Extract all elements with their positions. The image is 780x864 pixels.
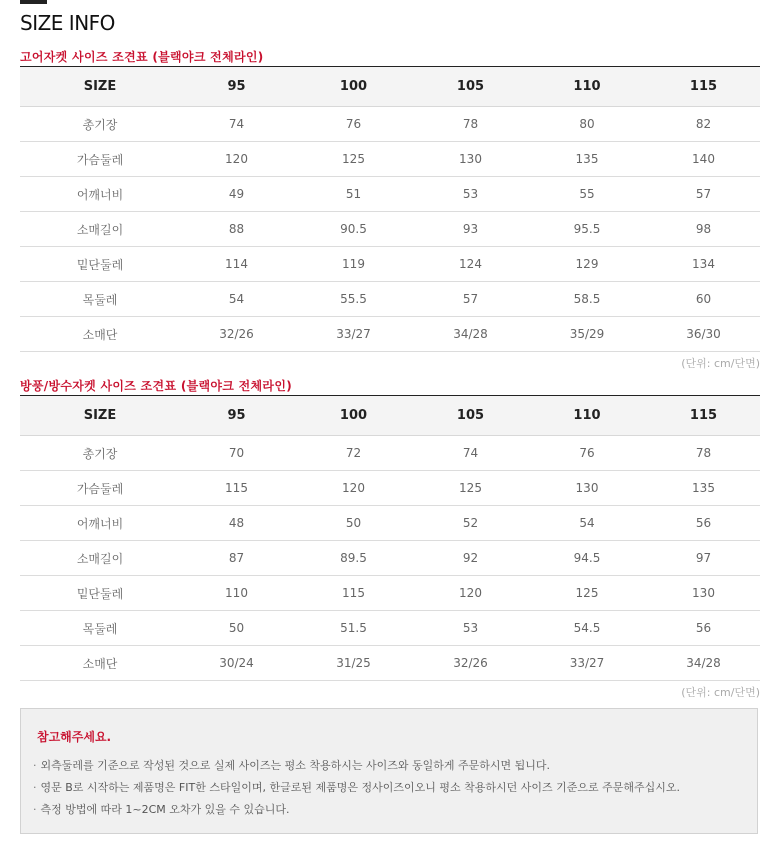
table-cell: 53: [414, 611, 527, 646]
table-cell: 134: [647, 247, 760, 282]
notes-box: [20, 708, 758, 834]
table-cell: 30/24: [180, 646, 293, 681]
row-label: 가슴둘레: [20, 471, 180, 506]
table-cell: 72: [293, 436, 414, 471]
table-cell: 124: [414, 247, 527, 282]
note-text: 외측둘레를 기준으로 작성된 것으로 실제 사이즈는 평소 착용하시는 사이즈와 동일하게 주문하시면 됩니다.: [40, 759, 550, 772]
table-cell: 76: [293, 107, 414, 142]
table-cell: 50: [180, 611, 293, 646]
row-label: 소매길이: [20, 212, 180, 247]
column-header: 95: [180, 396, 293, 436]
column-header: 105: [414, 396, 527, 436]
table-cell: 135: [647, 471, 760, 506]
table-cell: 55: [527, 177, 647, 212]
table-cell: 33/27: [527, 646, 647, 681]
table-cell: 34/28: [647, 646, 760, 681]
table-cell: 88: [180, 212, 293, 247]
table-row: [20, 541, 760, 576]
table-row: [20, 611, 760, 646]
table-cell: 98: [647, 212, 760, 247]
table-cell: 48: [180, 506, 293, 541]
table-row: [20, 247, 760, 282]
table-cell: 129: [527, 247, 647, 282]
table-cell: 94.5: [527, 541, 647, 576]
row-label: 총기장: [20, 107, 180, 142]
table-cell: 50: [293, 506, 414, 541]
table-row: [20, 317, 760, 352]
table2-title: 방풍/방수자켓 사이즈 조견표 (블랙야크 전체라인): [20, 379, 293, 393]
table-cell: 57: [647, 177, 760, 212]
notes-title: 참고해주세요.: [37, 730, 112, 744]
table1-title: 고어자켓 사이즈 조견표 (블랙야크 전체라인): [20, 50, 264, 64]
list-item: [33, 803, 680, 825]
table-cell: 78: [647, 436, 760, 471]
table-cell: 95.5: [527, 212, 647, 247]
table-cell: 120: [414, 576, 527, 611]
table-cell: 92: [414, 541, 527, 576]
table-cell: 49: [180, 177, 293, 212]
column-header: 115: [647, 396, 760, 436]
row-label: 가슴둘레: [20, 142, 180, 177]
bullet-icon: ·: [33, 803, 37, 816]
table-row: [20, 576, 760, 611]
table-cell: 125: [293, 142, 414, 177]
row-label: 밑단둘레: [20, 247, 180, 282]
table-header-row: [20, 396, 760, 436]
table-cell: 54.5: [527, 611, 647, 646]
table-cell: 120: [180, 142, 293, 177]
bullet-icon: ·: [33, 759, 37, 772]
unit-note: (단위: cm/단면): [681, 686, 760, 699]
table-cell: 70: [180, 436, 293, 471]
row-label: 소매단: [20, 646, 180, 681]
unit-note: (단위: cm/단면): [681, 357, 760, 370]
table-cell: 35/29: [527, 317, 647, 352]
table-cell: 51.5: [293, 611, 414, 646]
table-cell: 97: [647, 541, 760, 576]
table-cell: 52: [414, 506, 527, 541]
title-accent-bar: [20, 0, 47, 4]
bullet-icon: ·: [33, 781, 37, 794]
table-cell: 80: [527, 107, 647, 142]
row-label: 어깨너비: [20, 506, 180, 541]
table-row: [20, 177, 760, 212]
table-cell: 87: [180, 541, 293, 576]
row-label: 어깨너비: [20, 177, 180, 212]
size-table-windproof-jacket: [20, 395, 760, 681]
table-row: [20, 282, 760, 317]
table-cell: 115: [293, 576, 414, 611]
row-label: 목둘레: [20, 611, 180, 646]
column-header: 115: [647, 67, 760, 107]
row-label: 소매단: [20, 317, 180, 352]
table-cell: 125: [414, 471, 527, 506]
column-header: 110: [527, 396, 647, 436]
table-row: [20, 107, 760, 142]
table-cell: 130: [527, 471, 647, 506]
row-label: 소매길이: [20, 541, 180, 576]
row-label: 목둘레: [20, 282, 180, 317]
size-table-gore-jacket: [20, 66, 760, 352]
table-cell: 58.5: [527, 282, 647, 317]
column-header: 100: [293, 396, 414, 436]
row-label: 밑단둘레: [20, 576, 180, 611]
page-title: SIZE INFO: [20, 11, 115, 35]
table-cell: 32/26: [180, 317, 293, 352]
table-header-row: [20, 67, 760, 107]
row-label: 총기장: [20, 436, 180, 471]
table-cell: 74: [180, 107, 293, 142]
table-cell: 33/27: [293, 317, 414, 352]
list-item: [33, 759, 680, 781]
column-header: SIZE: [20, 67, 180, 107]
table-cell: 110: [180, 576, 293, 611]
column-header: 105: [414, 67, 527, 107]
table-cell: 32/26: [414, 646, 527, 681]
table-cell: 54: [527, 506, 647, 541]
table-cell: 74: [414, 436, 527, 471]
list-item: [33, 781, 680, 803]
table-cell: 140: [647, 142, 760, 177]
table-cell: 130: [414, 142, 527, 177]
table-cell: 135: [527, 142, 647, 177]
table-cell: 31/25: [293, 646, 414, 681]
table-cell: 54: [180, 282, 293, 317]
table-cell: 89.5: [293, 541, 414, 576]
table-cell: 125: [527, 576, 647, 611]
table-cell: 55.5: [293, 282, 414, 317]
table-cell: 115: [180, 471, 293, 506]
note-text: 측정 방법에 따라 1~2CM 오차가 있을 수 있습니다.: [40, 803, 290, 816]
note-text: 영문 B로 시작하는 제품명은 FIT한 스타일이며, 한글로된 제품명은 정사이즈이오니 평소 착용하시던 사이즈 기준으로 주문해주십시오.: [40, 781, 680, 794]
table-cell: 76: [527, 436, 647, 471]
table-cell: 34/28: [414, 317, 527, 352]
table-cell: 119: [293, 247, 414, 282]
table-cell: 78: [414, 107, 527, 142]
table-cell: 114: [180, 247, 293, 282]
table-cell: 56: [647, 506, 760, 541]
notes-list: [33, 759, 680, 825]
column-header: 100: [293, 67, 414, 107]
table-cell: 57: [414, 282, 527, 317]
table-row: [20, 646, 760, 681]
table-row: [20, 436, 760, 471]
table-cell: 36/30: [647, 317, 760, 352]
table-cell: 93: [414, 212, 527, 247]
table-cell: 120: [293, 471, 414, 506]
table-cell: 53: [414, 177, 527, 212]
table-cell: 90.5: [293, 212, 414, 247]
table-row: [20, 471, 760, 506]
table-cell: 56: [647, 611, 760, 646]
column-header: 110: [527, 67, 647, 107]
table-cell: 51: [293, 177, 414, 212]
table-cell: 130: [647, 576, 760, 611]
table-row: [20, 212, 760, 247]
column-header: 95: [180, 67, 293, 107]
table-cell: 82: [647, 107, 760, 142]
table-row: [20, 142, 760, 177]
table-cell: 60: [647, 282, 760, 317]
table-row: [20, 506, 760, 541]
column-header: SIZE: [20, 396, 180, 436]
